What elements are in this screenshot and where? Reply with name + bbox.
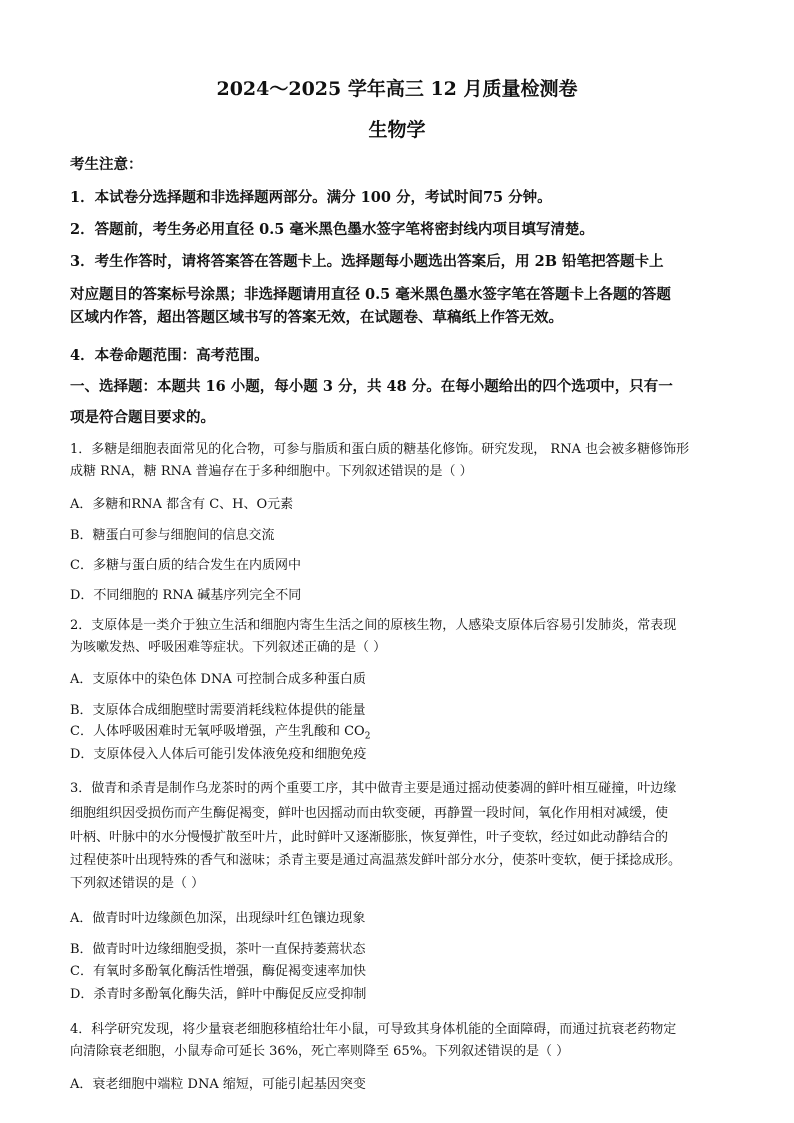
q4-stem-line1: 4．科学研究发现，将少量衰老细胞移植给壮年小鼠，可导致其身体机能的全面障碍，而通过抗衰老药物定 xyxy=(70,1022,677,1037)
subject-title: 生物学 xyxy=(368,119,426,141)
q2-option-c: C．人体呼吸困难时无氧呼吸增强，产生乳酸和 $CO_2$ xyxy=(70,724,371,742)
q3-option-a: A．做青时叶边缘颜色加深，出现绿叶红色镶边现象 xyxy=(70,911,366,926)
q1-option-d: D．不同细胞的 RNA 碱基序列完全不同 xyxy=(70,588,302,603)
q2-stem-line2: 为咳嗽发热、呼吸困难等症状。下列叙述正确的是（ ） xyxy=(70,640,387,655)
q1-option-c: C．多糖与蛋白质的结合发生在内质网中 xyxy=(70,558,301,573)
notice-item-3: 3．考生作答时，请将答案答在答题卡上。选择题每小题选出答案后，用 2B 铅笔把答题卡上 xyxy=(70,253,664,270)
q2-option-d: D．支原体侵入人体后可能引发体液免疫和细胞免疫 xyxy=(70,747,367,762)
q3-stem-line1: 3．做青和杀青是制作乌龙茶时的两个重要工序，其中做青主要是通过摇动使萎凋的鲜叶相互碰撞，叶边缘 xyxy=(70,781,677,796)
notice-item-3-cont: 对应题目的答案标号涂黑；非选择题请用直径 0.5 毫米黑色墨水签字笔在答题卡上各题的答题 xyxy=(70,286,671,303)
q1-stem-line1: 1．多糖是细胞表面常见的化合物，可参与脂质和蛋白质的糖基化修饰。研究发现， RNA 也会被多糖修饰形 xyxy=(70,442,690,457)
q3-option-b: B．做青时叶边缘细胞受损，茶叶一直保持萎蔫状态 xyxy=(70,942,366,957)
section-heading-cont: 项是符合题目要求的。 xyxy=(70,409,215,426)
q1-option-a: A．多糖和RNA 都含有 C、H、O元素 xyxy=(70,497,294,512)
notice-heading: 考生注意： xyxy=(70,156,143,173)
q1-stem-line2: 成糖 RNA，糖 RNA 普遍存在于多种细胞中。下列叙述错误的是（ ） xyxy=(70,464,473,479)
q3-option-d: D．杀青时多酚氧化酶失活，鲜叶中酶促反应受抑制 xyxy=(70,987,367,1002)
q2-option-a: A．支原体中的染色体 DNA 可控制合成多种蛋白质 xyxy=(70,672,366,687)
q2-stem-line1: 2．支原体是一类介于独立生活和细胞内寄生生活之间的原核生物，人感染支原体后容易引发肺炎，常表现 xyxy=(70,618,677,633)
notice-item-1: 1．本试卷分选择题和非选择题两部分。满分 100 分，考试时间75 分钟。 xyxy=(70,189,552,206)
q3-stem-line5: 下列叙述错误的是（ ） xyxy=(70,876,205,891)
q2-option-b: B．支原体合成细胞壁时需要消耗线粒体提供的能量 xyxy=(70,703,366,718)
notice-item-4: 4．本卷命题范围：高考范围。 xyxy=(70,347,269,364)
exam-title: 2024～2025 学年高三 12 月质量检测卷 xyxy=(216,78,578,100)
q3-stem-line4: 过程使茶叶出现特殊的香气和滋味；杀青主要是通过高温蒸发鲜叶部分水分，使茶叶变软，便于揉捻成形。 xyxy=(70,853,682,868)
notice-item-3-cont2: 区域内作答，超出答题区域书写的答案无效，在试题卷、草稿纸上作答无效。 xyxy=(70,309,563,326)
q4-stem-line2: 向清除衰老细胞，小鼠寿命可延长 36%，死亡率则降至 65%。下列叙述错误的是（ ） xyxy=(70,1044,570,1059)
q1-option-b: B．糖蛋白可参与细胞间的信息交流 xyxy=(70,528,275,543)
q4-option-a: A．衰老细胞中端粒 DNA 缩短，可能引起基因突变 xyxy=(70,1077,366,1092)
q3-option-c: C．有氧时多酚氧化酶活性增强，酶促褐变速率加快 xyxy=(70,964,366,979)
notice-item-2: 2．答题前，考生务必用直径 0.5 毫米黑色墨水签字笔将密封线内项目填写清楚。 xyxy=(70,221,594,238)
q3-stem-line2: 细胞组织因受损伤而产生酶促褐变，鲜叶也因摇动而由软变硬，再静置一段时间，氧化作用相对减缓，使 xyxy=(70,806,669,821)
q3-stem-line3: 叶柄、叶脉中的水分慢慢扩散至叶片，此时鲜叶又逐渐膨胀，恢复弹性，叶子变软，经过如此动静结合的 xyxy=(70,830,669,845)
section-heading: 一、选择题：本题共 16 小题，每小题 3 分，共 48 分。在每小题给出的四个选项中，只有一 xyxy=(70,378,673,395)
